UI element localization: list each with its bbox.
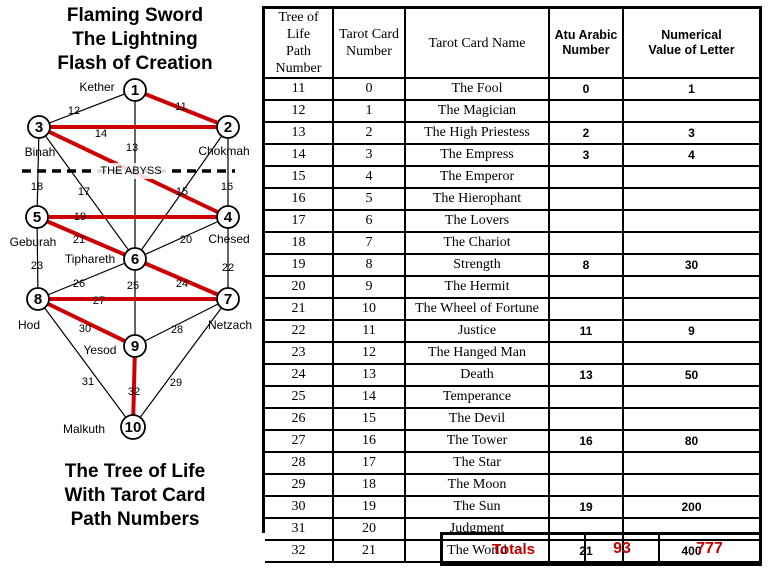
path-number-label: 28: [170, 323, 184, 336]
path-number-label: 16: [220, 180, 234, 193]
atu-number-cell: [550, 387, 624, 409]
header-atu-number: [550, 9, 624, 79]
sephirah-name: Malkuth: [62, 422, 106, 437]
sephirah-name: Chesed: [208, 232, 250, 247]
card-number-cell: 0: [334, 79, 406, 101]
path-number-cell: 16: [265, 189, 334, 211]
sephirah-name: Geburah: [9, 235, 57, 250]
card-number-cell: 21: [334, 541, 406, 563]
card-number-cell: 8: [334, 255, 406, 277]
caption-line: The Tree of Life: [64, 461, 206, 482]
path-number-cell: 26: [265, 409, 334, 431]
sephirah-number: 3: [34, 118, 44, 136]
path-number-label: 17: [77, 185, 91, 198]
sephirah-number: 2: [223, 118, 233, 136]
header-card-number: [334, 9, 406, 79]
table-row: [265, 365, 759, 387]
path-number-label: 18: [30, 180, 44, 193]
card-number-cell: 11: [334, 321, 406, 343]
card-number-cell: 14: [334, 387, 406, 409]
path-number-label: 24: [175, 277, 189, 290]
card-number-cell: 19: [334, 497, 406, 519]
card-name-cell: Temperance: [406, 387, 550, 409]
card-name-cell: The Hermit: [406, 277, 550, 299]
header-text: Atu Arabic: [554, 28, 618, 42]
title-line: Flash of Creation: [57, 53, 213, 74]
tarot-path-table: [265, 9, 759, 563]
sephirah-number: 4: [223, 208, 233, 226]
flaming-sword-title: [0, 4, 270, 76]
card-name-cell: The Star: [406, 453, 550, 475]
table-row: [265, 299, 759, 321]
sephirah-number: 9: [130, 337, 140, 355]
atu-number-cell: [550, 299, 624, 321]
card-name-cell: The Sun: [406, 497, 550, 519]
header-text: Number: [562, 43, 610, 57]
card-number-cell: 4: [334, 167, 406, 189]
header-letter-value: [624, 9, 759, 79]
sephirah-name: Chokmah: [198, 144, 250, 159]
caption-line: With Tarot Card: [64, 485, 206, 506]
letter-value-cell: [624, 101, 759, 123]
path-number-label: 23: [30, 259, 44, 272]
sephirah-number: 8: [33, 290, 43, 308]
abyss-label: THE ABYSS: [100, 164, 162, 177]
card-name-cell: The Lovers: [406, 211, 550, 233]
table-row: [265, 431, 759, 453]
atu-number-cell: 11: [550, 321, 624, 343]
header-text: Value of Letter: [648, 43, 735, 57]
sephirah-name: Binah: [24, 145, 56, 160]
sephirah-name: Tiphareth: [64, 252, 116, 267]
card-number-cell: 17: [334, 453, 406, 475]
header-path-number: [265, 9, 334, 79]
atu-number-cell: [550, 343, 624, 365]
path-number-label: 15: [175, 185, 189, 198]
card-name-cell: The World: [406, 541, 550, 563]
header-text: Tree of Life: [278, 10, 319, 42]
table-row: [265, 343, 759, 365]
card-name-cell: The Fool: [406, 79, 550, 101]
path-number-label: 14: [94, 127, 108, 140]
table-row: [265, 321, 759, 343]
card-name-cell: The Tower: [406, 431, 550, 453]
header-text: Number: [346, 44, 392, 59]
card-name-cell: The Hanged Man: [406, 343, 550, 365]
card-name-cell: Death: [406, 365, 550, 387]
card-name-cell: The Empress: [406, 145, 550, 167]
card-name-cell: The Emperor: [406, 167, 550, 189]
table-row: [265, 497, 759, 519]
path-number-cell: 20: [265, 277, 334, 299]
card-number-cell: 6: [334, 211, 406, 233]
tree-of-life-caption: [0, 460, 270, 532]
table-row: [265, 475, 759, 497]
card-number-cell: 15: [334, 409, 406, 431]
path-number-label: 20: [179, 233, 193, 246]
totals-atu-sum: 93: [586, 535, 660, 563]
table-body: [265, 79, 759, 563]
letter-value-cell: [624, 299, 759, 321]
path-number-cell: 25: [265, 387, 334, 409]
path-number-label: 19: [73, 210, 87, 223]
card-name-cell: The Chariot: [406, 233, 550, 255]
path-number-cell: 11: [265, 79, 334, 101]
sephirah-number: 5: [32, 208, 42, 226]
path-number-cell: 28: [265, 453, 334, 475]
atu-number-cell: [550, 189, 624, 211]
card-number-cell: 16: [334, 431, 406, 453]
letter-value-cell: [624, 277, 759, 299]
path-number-label: 27: [92, 294, 106, 307]
path-number-label: 30: [78, 322, 92, 335]
totals-row: [440, 532, 762, 566]
letter-value-cell: [624, 387, 759, 409]
card-name-cell: The High Priestess: [406, 123, 550, 145]
atu-number-cell: [550, 211, 624, 233]
totals-label: Totals: [443, 535, 586, 563]
path-number-label: 26: [72, 277, 86, 290]
card-name-cell: Justice: [406, 321, 550, 343]
table-row: [265, 255, 759, 277]
letter-value-cell: 9: [624, 321, 759, 343]
path-number-cell: 17: [265, 211, 334, 233]
atu-number-cell: [550, 167, 624, 189]
table-row: [265, 189, 759, 211]
header-text: Numerical: [661, 28, 722, 42]
card-name-cell: Strength: [406, 255, 550, 277]
path-number-cell: 18: [265, 233, 334, 255]
path-number-label: 21: [72, 233, 86, 246]
card-number-cell: 7: [334, 233, 406, 255]
path-number-cell: 24: [265, 365, 334, 387]
header-text: Tarot Card Name: [428, 35, 526, 51]
card-number-cell: 1: [334, 101, 406, 123]
letter-value-cell: 4: [624, 145, 759, 167]
letter-value-cell: [624, 167, 759, 189]
atu-number-cell: 3: [550, 145, 624, 167]
path-number-label: 31: [81, 375, 95, 388]
letter-value-cell: 400: [624, 541, 759, 563]
letter-value-cell: 80: [624, 431, 759, 453]
sephirah-number: 10: [124, 418, 142, 436]
table-row: [265, 79, 759, 101]
table-row: [265, 453, 759, 475]
sephirah-number: 7: [223, 290, 233, 308]
path-number-label: 29: [169, 376, 183, 389]
letter-value-cell: [624, 409, 759, 431]
atu-number-cell: [550, 277, 624, 299]
header-text: Path Number: [275, 44, 322, 76]
atu-number-cell: 0: [550, 79, 624, 101]
atu-number-cell: [550, 233, 624, 255]
tree-of-life-diagram: [0, 70, 262, 450]
path-number-cell: 27: [265, 431, 334, 453]
atu-number-cell: 21: [550, 541, 624, 563]
card-number-cell: 13: [334, 365, 406, 387]
card-number-cell: 10: [334, 299, 406, 321]
header-card-name: [406, 9, 550, 79]
path-number-cell: 32: [265, 541, 334, 563]
path-number-cell: 29: [265, 475, 334, 497]
atu-number-cell: [550, 475, 624, 497]
atu-number-cell: 16: [550, 431, 624, 453]
title-line: The Lightning: [72, 29, 198, 50]
atu-number-cell: [550, 453, 624, 475]
letter-value-cell: 3: [624, 123, 759, 145]
letter-value-cell: [624, 343, 759, 365]
path-number-cell: 19: [265, 255, 334, 277]
card-number-cell: 12: [334, 343, 406, 365]
letter-value-cell: 30: [624, 255, 759, 277]
path-number-cell: 13: [265, 123, 334, 145]
path-number-cell: 15: [265, 167, 334, 189]
table-row: [265, 123, 759, 145]
card-name-cell: The Wheel of Fortune: [406, 299, 550, 321]
sephirah-name: Yesod: [83, 343, 117, 358]
table-row: [265, 233, 759, 255]
card-name-cell: The Hierophant: [406, 189, 550, 211]
path-number-label: 11: [175, 100, 187, 113]
table-row: [265, 167, 759, 189]
table-row: [265, 387, 759, 409]
letter-value-cell: [624, 453, 759, 475]
card-number-cell: 3: [334, 145, 406, 167]
table-row: [265, 145, 759, 167]
totals-value-sum: 777: [696, 540, 723, 557]
path-number-label: 22: [221, 261, 235, 274]
path-number-cell: 21: [265, 299, 334, 321]
atu-number-cell: 19: [550, 497, 624, 519]
card-number-cell: 20: [334, 519, 406, 541]
letter-value-cell: [624, 211, 759, 233]
path-number-label: 13: [125, 141, 139, 154]
card-number-cell: 2: [334, 123, 406, 145]
letter-value-cell: 1: [624, 79, 759, 101]
sephirah-number: 6: [130, 250, 140, 268]
atu-number-cell: [550, 101, 624, 123]
card-name-cell: The Devil: [406, 409, 550, 431]
title-line: Flaming Sword: [66, 5, 204, 26]
atu-number-cell: 13: [550, 365, 624, 387]
path-line: [37, 217, 38, 299]
table-header-row: [265, 9, 759, 79]
card-name-cell: Judgment: [406, 519, 550, 541]
table-row: [265, 101, 759, 123]
path-number-cell: 30: [265, 497, 334, 519]
path-line: [38, 299, 133, 427]
card-number-cell: 5: [334, 189, 406, 211]
letter-value-cell: [624, 475, 759, 497]
path-number-cell: 23: [265, 343, 334, 365]
card-name-cell: The Magician: [406, 101, 550, 123]
header-text: Tarot Card: [338, 27, 400, 42]
card-number-cell: 9: [334, 277, 406, 299]
card-name-cell: The Moon: [406, 475, 550, 497]
path-number-cell: 22: [265, 321, 334, 343]
path-number-cell: 12: [265, 101, 334, 123]
sephirah-number: 1: [130, 81, 140, 99]
table-row: [265, 277, 759, 299]
sephirah-name: Hod: [17, 318, 41, 333]
atu-number-cell: 8: [550, 255, 624, 277]
path-number-label: 12: [67, 104, 81, 117]
table-row: [265, 211, 759, 233]
letter-value-cell: 50: [624, 365, 759, 387]
card-number-cell: 18: [334, 475, 406, 497]
letter-value-cell: 200: [624, 497, 759, 519]
path-number-cell: 31: [265, 519, 334, 541]
path-number-cell: 14: [265, 145, 334, 167]
table-row: [265, 409, 759, 431]
letter-value-cell: [624, 189, 759, 211]
caption-line: Path Numbers: [70, 509, 200, 530]
letter-value-cell: [624, 233, 759, 255]
path-number-label: 25: [126, 279, 140, 292]
sephirah-name: Netzach: [207, 318, 253, 333]
sephirah-name: Kether: [79, 80, 115, 95]
atu-number-cell: [550, 409, 624, 431]
path-line: [39, 90, 135, 127]
atu-number-cell: 2: [550, 123, 624, 145]
path-number-label: 32: [127, 385, 141, 398]
